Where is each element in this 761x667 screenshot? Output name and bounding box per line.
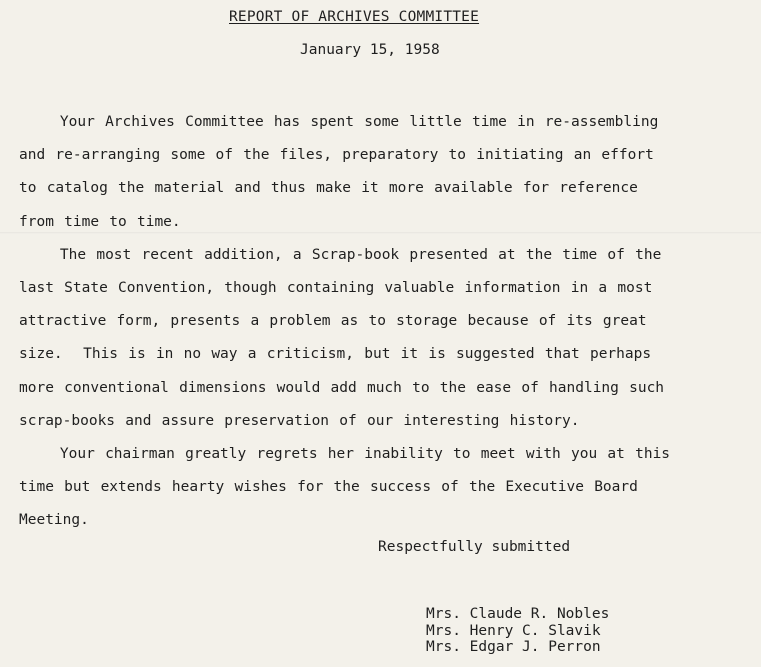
document-title: REPORT OF ARCHIVES COMMITTEE <box>229 9 480 25</box>
closing-line: Respectfully submitted <box>378 539 571 555</box>
report-body <box>19 106 754 537</box>
body-line: from time to time. <box>19 213 181 230</box>
document-date: January 15, 1958 <box>300 42 440 58</box>
body-line: to catalog the material and thus make it more available for reference <box>19 180 638 197</box>
body-line: and re-arranging some of the files, preparatory to initiating an effort <box>19 147 654 164</box>
signature-name: Mrs. Claude R. Nobles <box>426 606 610 622</box>
body-line: size. This is in no way a criticism, but it is suggested that perhaps <box>19 346 652 363</box>
body-line: Meeting. <box>19 512 89 529</box>
body-line: scrap-books and assure preservation of our interesting history. <box>19 412 580 429</box>
signature-block <box>426 606 609 656</box>
body-line: more conventional dimensions would add much to the ease of handling such <box>19 379 665 396</box>
signature-name: Mrs. Edgar J. Perron <box>426 639 601 656</box>
body-line: last State Convention, though containing valuable information in a most <box>19 279 653 296</box>
signature-name: Mrs. Henry C. Slavik <box>426 622 601 639</box>
body-line: Your Archives Committee has spent some little time in re-assembling <box>19 114 659 130</box>
body-line: The most recent addition, a Scrap-book presented at the time of the <box>19 246 662 263</box>
body-line: attractive form, presents a problem as to storage because of its great <box>19 313 647 330</box>
body-line: Your chairman greatly regrets her inability to meet with you at this <box>19 445 671 462</box>
body-line: time but extends hearty wishes for the success of the Executive Board <box>19 479 638 496</box>
